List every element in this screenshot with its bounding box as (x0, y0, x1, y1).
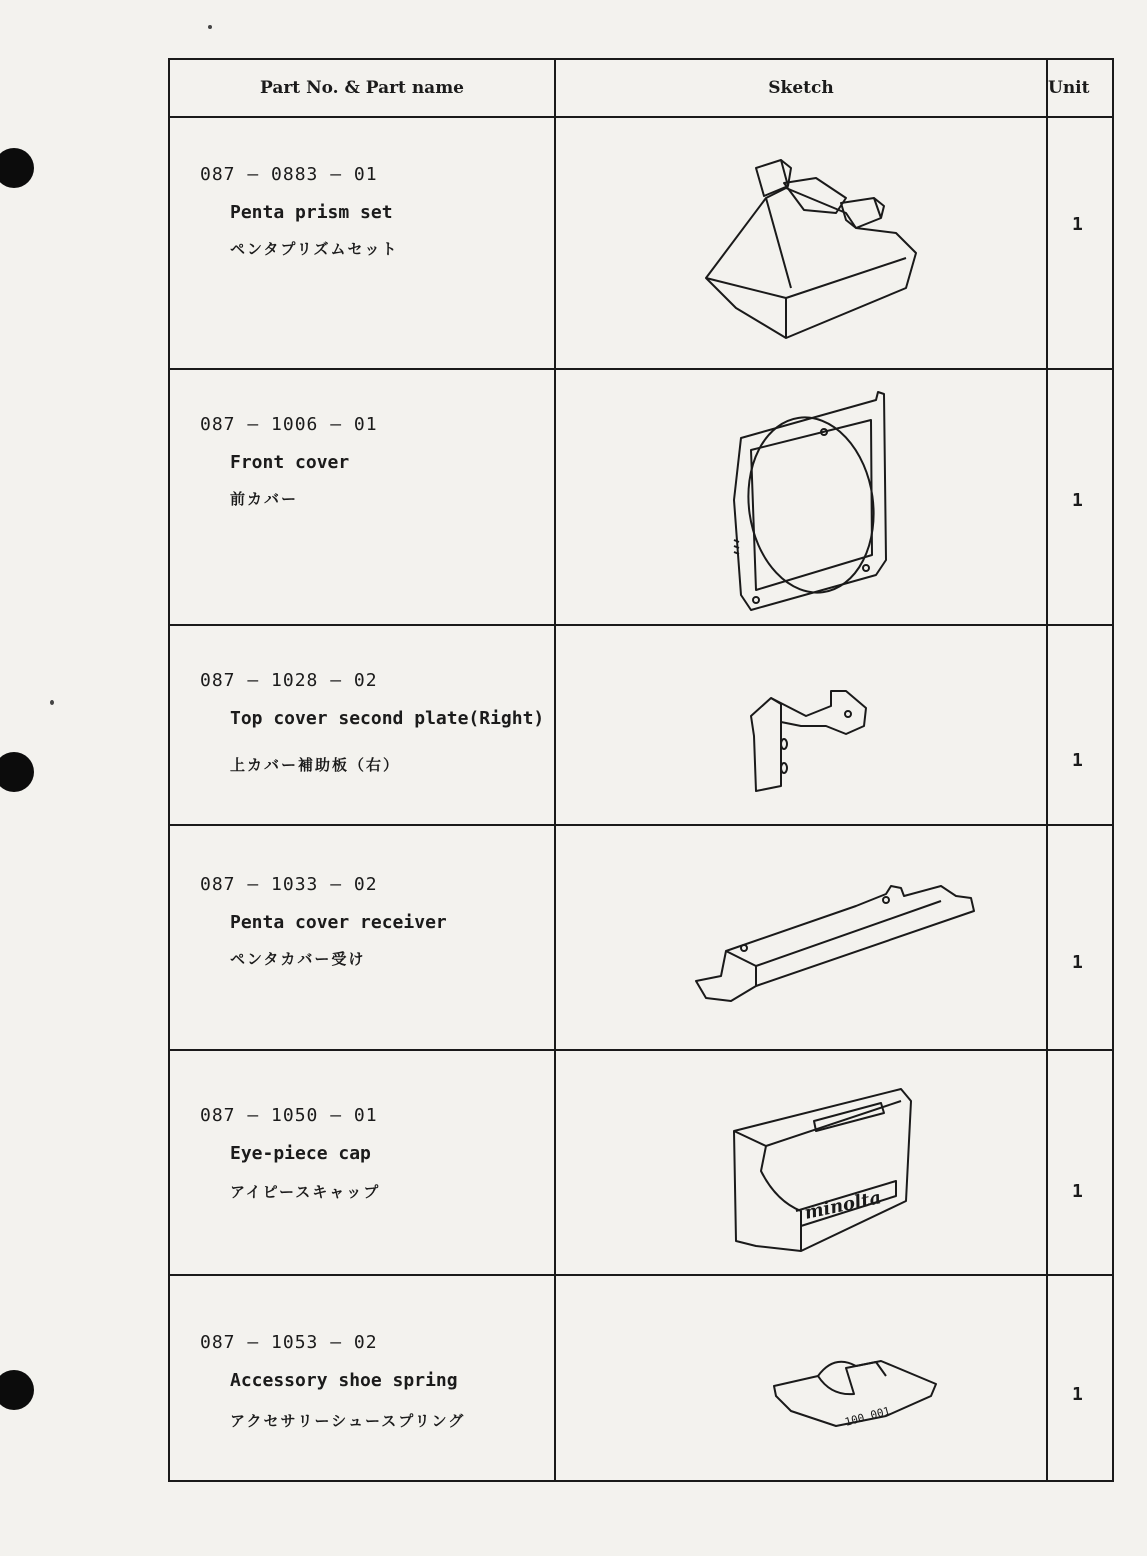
unit-cell (1047, 369, 1113, 625)
spring-stamp: 100 001 (843, 1404, 892, 1429)
part-cell (169, 117, 555, 369)
part-name-en: Eye-piece cap (230, 1143, 371, 1164)
part-number: 087 – 1006 – 01 (200, 414, 378, 435)
unit-cell (1047, 825, 1113, 1050)
part-name-ja: 前カバー (230, 490, 299, 508)
table-row (169, 369, 1113, 625)
part-name-en: Penta cover receiver (230, 912, 447, 933)
sketch-cell (555, 1275, 1047, 1481)
minolta-logo: minolta (802, 1187, 884, 1224)
eyepiece-cap-sketch (556, 1051, 1048, 1276)
sketch-cell (555, 369, 1047, 625)
sketch-cell (555, 825, 1047, 1050)
header-unit: Unit (1047, 59, 1113, 117)
bracket-plate-sketch (556, 626, 1048, 826)
unit-value: 1 (1072, 952, 1083, 973)
sketch-cell (555, 1050, 1047, 1275)
part-name-en: Accessory shoe spring (230, 1370, 458, 1391)
table-row (169, 1275, 1113, 1481)
part-cell (169, 1050, 555, 1275)
part-number: 087 – 0883 – 01 (200, 164, 378, 185)
unit-value: 1 (1072, 1384, 1083, 1405)
part-name-en: Front cover (230, 452, 350, 473)
binder-hole (0, 1370, 34, 1410)
unit-cell (1047, 625, 1113, 825)
part-number: 087 – 1053 – 02 (200, 1332, 378, 1353)
part-name-ja: 上カバー補助板（右） (230, 756, 401, 774)
unit-cell (1047, 117, 1113, 369)
table-row (169, 117, 1113, 369)
table-row (169, 625, 1113, 825)
part-name-ja: ペンタプリズムセット (230, 240, 399, 258)
table-row (169, 1050, 1113, 1275)
part-name-ja: アクセサリーシュースプリング (230, 1412, 466, 1430)
dust-speck (50, 700, 54, 705)
part-cell (169, 1275, 555, 1481)
receiver-bar-sketch (556, 826, 1048, 1051)
unit-value: 1 (1072, 214, 1083, 235)
table-row (169, 825, 1113, 1050)
unit-value: 1 (1072, 1181, 1083, 1202)
part-number: 087 – 1028 – 02 (200, 670, 378, 691)
part-cell (169, 369, 555, 625)
unit-value: 1 (1072, 750, 1083, 771)
part-name-ja: ペンタカバー受け (230, 950, 366, 968)
unit-cell (1047, 1275, 1113, 1481)
binder-hole (0, 752, 34, 792)
part-cell (169, 625, 555, 825)
header-part-no: Part No. & Part name (169, 59, 555, 117)
parts-table (168, 58, 1114, 1482)
dust-speck (208, 25, 212, 29)
sketch-cell (555, 117, 1047, 369)
sketch-cell (555, 625, 1047, 825)
unit-cell (1047, 1050, 1113, 1275)
part-name-en: Top cover second plate(Right) (230, 708, 545, 729)
penta-prism-sketch (556, 118, 1048, 370)
part-name-en: Penta prism set (230, 202, 393, 223)
part-cell (169, 825, 555, 1050)
unit-value: 1 (1072, 490, 1083, 511)
header-sketch: Sketch (555, 59, 1047, 117)
part-number: 087 – 1033 – 02 (200, 874, 378, 895)
part-name-ja: アイピースキャップ (230, 1183, 381, 1201)
part-number: 087 – 1050 – 01 (200, 1105, 378, 1126)
front-cover-sketch (556, 370, 1048, 626)
table-header-row (169, 59, 1113, 117)
binder-hole (0, 148, 34, 188)
shoe-spring-sketch (556, 1276, 1048, 1482)
